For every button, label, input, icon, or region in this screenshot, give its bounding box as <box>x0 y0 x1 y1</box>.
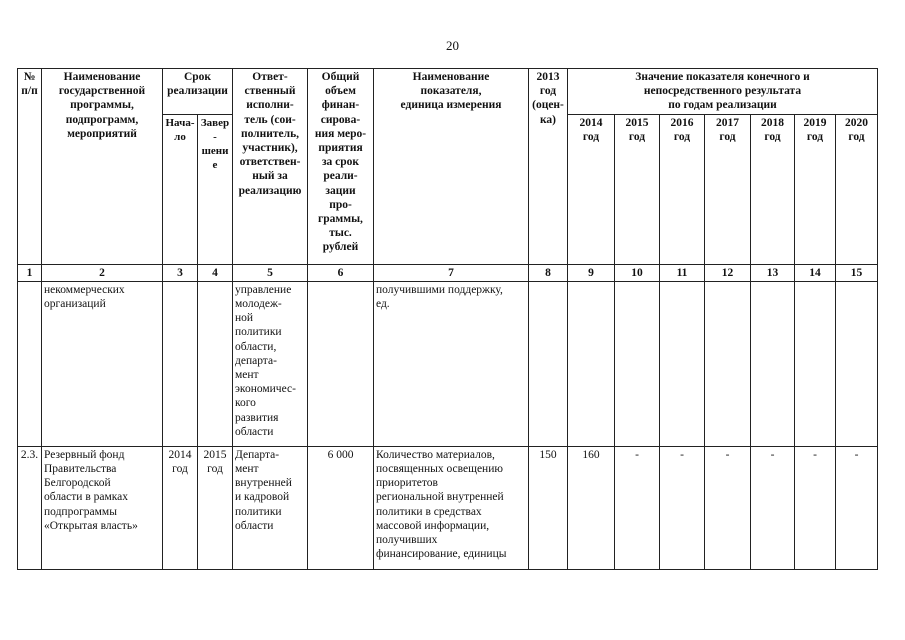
header-end: Завер- шение <box>198 114 233 264</box>
header-name: Наименование государственной программы, подпрограмм, мероприятий <box>42 69 163 265</box>
row-value-2015: - <box>615 446 660 569</box>
row-financing: 6 000 <box>308 446 374 569</box>
header-num: № п/п <box>18 69 42 265</box>
row-num: 2.3. <box>18 446 42 569</box>
page-number: 20 <box>446 38 459 53</box>
row-value-2020 <box>836 281 878 446</box>
row-end <box>198 281 233 446</box>
row-start <box>163 281 198 446</box>
column-number: 14 <box>795 264 836 281</box>
header-indicator: Наименование показателя, единица измерения <box>374 69 529 265</box>
row-value-2014: 160 <box>568 446 615 569</box>
row-num <box>18 281 42 446</box>
header-year-2020: 2020 год <box>836 114 878 264</box>
row-value-2020: - <box>836 446 878 569</box>
header-financing: Общий объем финан- сирова- ния меро- приятия за срок реали- зации про- граммы, тыс. рублей <box>308 69 374 265</box>
row-value-2014 <box>568 281 615 446</box>
header-year-2016: 2016 год <box>660 114 705 264</box>
row-indicator: Количество материалов, посвященных освещению приоритетов региональной внутренней политики в средствах массовой информации, получивших финансирование, единицы <box>374 446 529 569</box>
row-value-2018: - <box>751 446 795 569</box>
row-value-2015 <box>615 281 660 446</box>
header-responsible: Ответ- ственный исполни- тель (сои- полнитель, участник), ответствен- ный за реализацию <box>233 69 308 265</box>
header-term: Срок реализации <box>163 69 233 115</box>
header-start: Нача- ло <box>163 114 198 264</box>
row-value-2017: - <box>705 446 751 569</box>
column-number: 5 <box>233 264 308 281</box>
header-year-2015: 2015 год <box>615 114 660 264</box>
column-number: 13 <box>751 264 795 281</box>
header-year-2019: 2019 год <box>795 114 836 264</box>
table-row <box>18 446 878 569</box>
indicators-table <box>17 68 878 570</box>
header-2013: 2013 год (оцен- ка) <box>529 69 568 265</box>
header-year-2014: 2014 год <box>568 114 615 264</box>
column-number: 4 <box>198 264 233 281</box>
row-name: Резервный фонд Правительства Белгородской области в рамках подпрограммы «Открытая власть» <box>42 446 163 569</box>
row-financing <box>308 281 374 446</box>
row-start: 2014 год <box>163 446 198 569</box>
header-year-2018: 2018 год <box>751 114 795 264</box>
column-number: 12 <box>705 264 751 281</box>
column-number: 9 <box>568 264 615 281</box>
row-2013: 150 <box>529 446 568 569</box>
column-number: 3 <box>163 264 198 281</box>
row-value-2018 <box>751 281 795 446</box>
row-value-2016: - <box>660 446 705 569</box>
column-number: 6 <box>308 264 374 281</box>
row-2013 <box>529 281 568 446</box>
column-number: 10 <box>615 264 660 281</box>
row-responsible: Департа- мент внутренней и кадровой политики области <box>233 446 308 569</box>
header-year-2017: 2017 год <box>705 114 751 264</box>
header-values-title: Значение показателя конечного и непосредственного результата по годам реализации <box>568 69 878 115</box>
row-value-2019 <box>795 281 836 446</box>
column-number: 2 <box>42 264 163 281</box>
row-value-2019: - <box>795 446 836 569</box>
column-number: 15 <box>836 264 878 281</box>
column-number: 7 <box>374 264 529 281</box>
row-responsible: управление молодеж- ной политики области, дeпарта- мент экономичес- кого развития области <box>233 281 308 446</box>
row-value-2016 <box>660 281 705 446</box>
row-name: некоммерческих организаций <box>42 281 163 446</box>
table-row <box>18 281 878 446</box>
row-indicator: получившими поддержку, ед. <box>374 281 529 446</box>
row-value-2017 <box>705 281 751 446</box>
column-number: 8 <box>529 264 568 281</box>
column-number: 1 <box>18 264 42 281</box>
column-number-row <box>18 264 878 281</box>
row-end: 2015 год <box>198 446 233 569</box>
column-number: 11 <box>660 264 705 281</box>
